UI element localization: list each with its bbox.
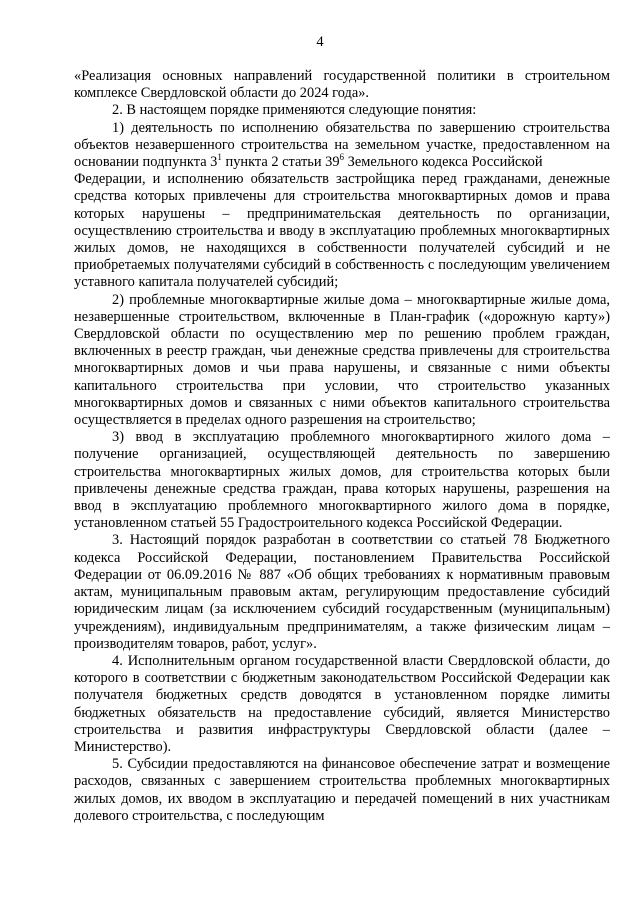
definition-1-text-a: 1) деятельность по исполнению обязательства по завершению строительства объектов незавершенного строительства на земельном участке, предоставленном на основании подпункта 3 bbox=[74, 119, 610, 171]
definition-1-head bbox=[74, 120, 610, 172]
definition-1-text-b: пункта 2 статьи 39 bbox=[221, 154, 340, 171]
program-title-continuation: «Реализация основных направлений государственной политики в строительном комплексе Свердловской области до 2024 года». bbox=[74, 68, 610, 102]
definition-3: 3) ввод в эксплуатацию проблемного многоквартирного жилого дома – получение организацией, осуществляющей деятельность по завершению строительства многоквартирных жилых домов, для строительства которых были привлечены денежные средства граждан, права которых нарушены, разрешения на ввод в эксплуатацию проблемного многоквартирного жилого дома в порядке, установленном статьей 55 Градостроительного кодекса Российской Федерации. bbox=[74, 429, 610, 532]
paragraph-2: 2. В настоящем порядке применяются следующие понятия: bbox=[112, 102, 477, 119]
superscript-6: 6 bbox=[339, 152, 345, 163]
paragraph-3: 3. Настоящий порядок разработан в соответствии со статьей 78 Бюджетного кодекса Российской Федерации, постановлением Правительства Российской Федерации от 06.09.2016 № 887 «Об общих требованиях к нормативным правовым актам, муниципальным правовым актам, регулирующим предоставление субсидий юридическим лицам (за исключением субсидий государственным (муниципальным) учреждениям), индивидуальным предпринимателям, а также физическим лицам – производителям товаров, работ, услуг». bbox=[74, 532, 610, 652]
superscript-1: 1 bbox=[217, 152, 222, 163]
paragraph-5: 5. Субсидии предоставляются на финансовое обеспечение затрат и возмещение расходов, связанных с завершением строительства проблемных многоквартирных жилых домов, их вводом в эксплуатацию и передачей помещений в них участникам долевого строительства, с последующим bbox=[74, 756, 610, 824]
page-number: 4 bbox=[316, 34, 324, 50]
definition-1-continuation: Федерации, и исполнению обязательств застройщика перед гражданами, денежные средства которых привлечены для строительства многоквартирных домов и права которых нарушены – предпринимательская деятельность по организации, осуществлению строительства и вводу в эксплуатацию проблемных многоквартирных жилых домов, не находящихся в собственности получателей субсидий и не приобретаемых получателями субсидий в собственность с последующим увеличением уставного капитала получателей субсидий; bbox=[74, 171, 610, 291]
document-body bbox=[74, 68, 610, 825]
definition-1-text-c: Земельного кодекса Российской bbox=[344, 154, 543, 171]
definition-2: 2) проблемные многоквартирные жилые дома – многоквартирные жилые дома, незавершенные строительством, включенные в План-график («дорожную карту») Свердловской области по осуществлению мер по решению проблем граждан, включенных в реестр граждан, чьи денежные средства привлечены для строительства многоквартирных домов и чьи права нарушены, и связанные с ними объекты капитального строительства при условии, что строительство указанных многоквартирных домов и связанных с ними объектов капитального строительства осуществляется в пределах одного разрешения на строительство; bbox=[74, 291, 610, 429]
paragraph-4: 4. Исполнительным органом государственной власти Свердловской области, до которого в соответствии с бюджетным законодательством Российской Федерации как получателя бюджетных средств доводятся в установленном порядке лимиты бюджетных обязательств на предоставление субсидий, является Министерство строительства и развития инфраструктуры Свердловской области (далее – Министерство). bbox=[74, 652, 610, 755]
